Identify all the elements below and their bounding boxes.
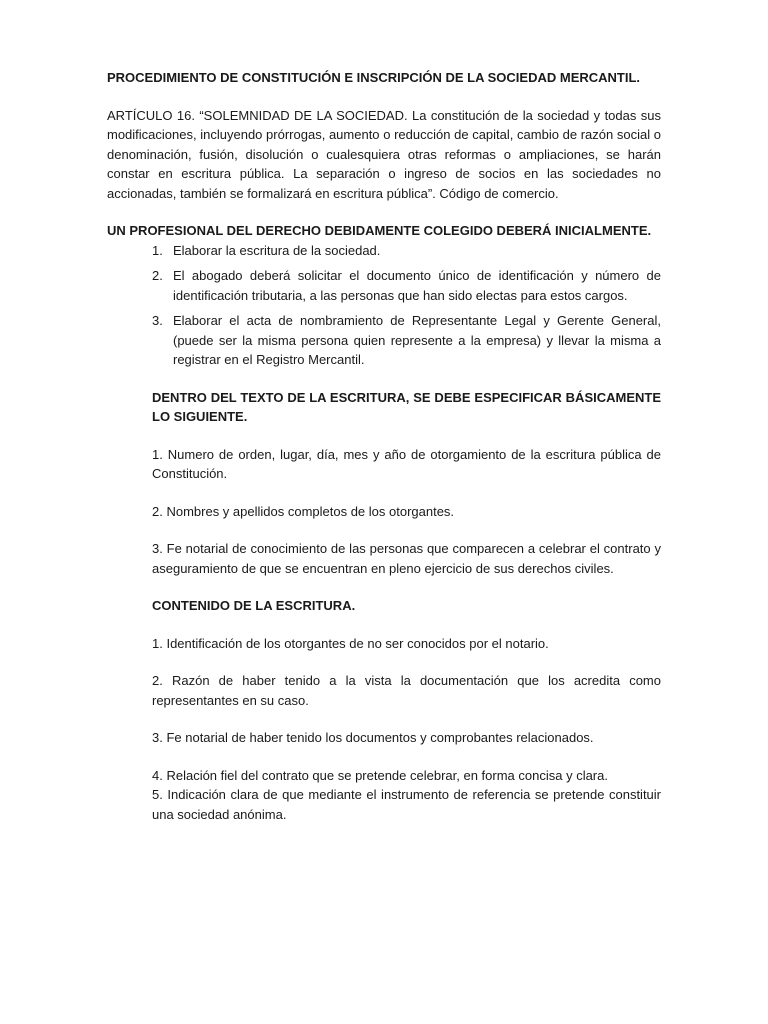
list-item: 1. Numero de orden, lugar, día, mes y año de otorgamiento de la escritura pública de Constitución. [152,446,661,481]
list-item: 5. Indicación clara de que mediante el instrumento de referencia se pretende constituir una sociedad anónima. [152,787,661,822]
section-heading-professional: UN PROFESIONAL DEL DERECHO DEBIDAMENTE COLEGIDO DEBERÁ INICIALMENTE. [107,223,652,238]
list-item-number: 3. [152,313,163,328]
list-item-text: Elaborar la escritura de la sociedad. [173,242,381,258]
list-item [152,266,661,305]
document-title: PROCEDIMIENTO DE CONSTITUCIÓN E INSCRIPCIÓN DE LA SOCIEDAD MERCANTIL. [107,70,641,85]
list-item-number: 1. [152,242,163,258]
list-item: 2. Razón de haber tenido a la vista la documentación que los acredita como representantes en su caso. [152,673,661,708]
list-item: 2. Nombres y apellidos completos de los otorgantes. [152,503,455,519]
list-item [152,311,661,370]
section-heading-deed-text: DENTRO DEL TEXTO DE LA ESCRITURA, SE DEBE ESPECIFICAR BÁSICAMENTE LO SIGUIENTE. [152,389,661,424]
list-item: 3. Fe notarial de haber tenido los documentos y comprobantes relacionados. [152,730,594,745]
list-item: 1. Identificación de los otorgantes de no ser conocidos por el notario. [152,635,549,651]
list-item-text: El abogado deberá solicitar el documento único de identificación y número de identificación tributaria, a las personas que han sido electas para estos cargos. [173,268,661,303]
list-item: 3. Fe notarial de conocimiento de las personas que comparecen a celebrar el contrato y aseguramiento de que se encuentran en pleno ejercicio de sus derechos civiles. [152,541,661,576]
initial-steps-list [152,241,661,370]
section-heading-deed-content: CONTENIDO DE LA ESCRITURA. [152,598,356,613]
list-item [152,241,661,261]
list-item-text: Elaborar el acta de nombramiento de Representante Legal y Gerente General, (puede ser la misma persona quien represente a la empresa) y llevar la misma a registrar en el Registro Mercantil. [173,313,661,367]
article-16-paragraph: ARTÍCULO 16. “SOLEMNIDAD DE LA SOCIEDAD. La constitución de la sociedad y todas sus modificaciones, incluyendo prórrogas, aumento o reducción de capital, cambio de razón social o denominación, fusión, disolución o cualesquiera otras reformas o ampliaciones, se harán constar en escritura pública. La separación o ingreso de socios en las sociedades no accionadas, también se formalizará en escritura pública”. Código de comercio. [107,107,661,201]
list-item-number: 2. [152,268,163,283]
list-item: 4. Relación fiel del contrato que se pretende celebrar, en forma concisa y clara. [152,767,608,783]
